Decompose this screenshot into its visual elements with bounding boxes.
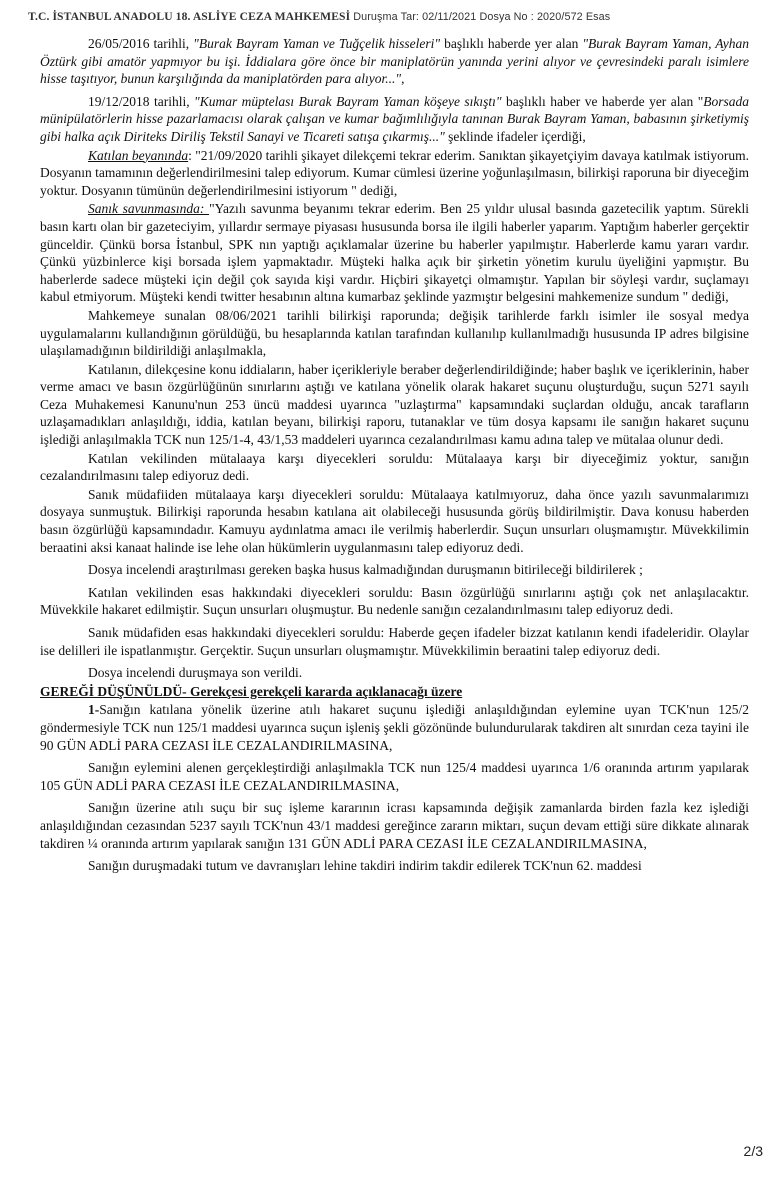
- paragraph-verdict-2: Sanığın eylemini alenen gerçekleştirdiği anlaşılmakla TCK nun 125/4 maddesi uyarınca 1/6 oranında artırım yapılarak 105 GÜN ADLİ PARA CEZASI İLE CEZALANDIRILMASINA,: [40, 760, 749, 793]
- court-name: T.C. İSTANBUL ANADOLU 18. ASLİYE CEZA MAHKEMESİ: [28, 10, 351, 23]
- document-header: [28, 10, 755, 23]
- paragraph-file-reviewed: Dosya incelendi araştırılması gereken başka husus kalmadığından duruşmanın bitirileceği bildirilerek ;: [88, 562, 643, 578]
- paragraph-expert-report: Mahkemeye sunalan 08/06/2021 tarihli bilirkişi raporunda; değişik tarihlerde farklı isimler ile sosyal medya uygulamalarını kullandığının görüldüğü, bu hesaplarında katılan tarafından kullanılıp kullanılmadığı hususunda IP adres bilgisine ulaşılamadığının bildirildiği anlaşılmakla,: [40, 307, 749, 359]
- hearing-info: Duruşma Tar: 02/11/2021 Dosya No : 2020/572 Esas: [353, 11, 611, 23]
- paragraph-defense-counsel-reply: Sanık müdafiiden mütalaaya karşı diyecekleri soruldu: Mütalaaya katılmıyoruz, daha önce yazılı savunmalarımızı dosyaya sunmuştuk. Bilirkişi raporunda hesabın katılana ait olabileceği hususunda görüş bildirilmiştir. Dava konusu haberden basın özgürlüğü kapsamındadır. Kamuyu aydınlatma amacı ile verilmiş haberlerdir. Suçun unsurları oluşmamıştır. Müvekkilimin beraatini aksi kanaat halinde ise lehe olan hükümlerin uygulanmasını talep ediyoruz dedi.: [40, 486, 749, 555]
- paragraph-complainant-statement: Katılan beyanında: "21/09/2020 tarihli şikayet dilekçemi tekrar ederim. Sanıktan şikayetçiyim davaya katılmak istiyorum. Dosyanın tamamının değerlendirilmesini talep ediyorum. Kumar cümlesi üzerine yoğunlaşılmasın, bilirkişi raporuna bir diyeceğim yoktur. Dosyanın tümünün değerlendirilmesini istiyorum " dediği,: [40, 147, 749, 198]
- page-number: 2/3: [743, 1143, 763, 1159]
- paragraph-verdict-4: Sanığın duruşmadaki tutum ve davranışları lehine takdiri indirim takdir edilerek TCK'nun 62. maddesi: [88, 858, 642, 874]
- paragraph-defense-merits: Sanık müdafiden esas hakkındaki diyecekleri soruldu: Haberde geçen ifadeler bizzat katılanın kendi ifadeleridir. Olaylar ise delilleri ile ispatlanmıştır. Gerçektir. Suçun unsurları oluşmamıştır. Müvekkilimin beraatini talep ediyoruz dedi.: [40, 625, 749, 658]
- complainant-label: Katılan beyanında: [88, 147, 189, 163]
- paragraph-complainant-counsel-reply: Katılan vekilinden mütalaaya karşı diyecekleri soruldu: Mütalaaya karşı bir diyeceğimiz yoktur, sanığın cezalandırılmasını talep ediyoruz dedi.: [40, 450, 749, 484]
- verdict-heading: GEREĞİ DÜŞÜNÜLDÜ- Gerekçesi gerekçeli kararda açıklanacağı üzere: [40, 683, 463, 699]
- paragraph-prosecutor-opinion: Katılanın, dilekçesine konu iddiaların, haber içerikleriyle beraber değerlendirildiğinde; haber başlık ve içeriklerinin, haber verme amacı ve basın özgürlüğünün sınırlarını aştığı ve katılana yönelik olarak hakaret suçunu oluşturduğu, suçun 5271 sayılı Ceza Muhakemesi Kanunu'nun 253 üncü maddesi uyarınca "uzlaştırma" kapsamındaki suçlardan olduğu, ancak tarafların uzlaşamadıkları anlaşıldığı, iddia, katılan beyanı, bilirkişi raporu, tutanaklar ve tüm dosya kapsamı ile sanığın hakaret suçunu işlediği anlaşılmakla TCK nun 125/1-4, 43/1,53 maddeleri uyarınca cezalandırılması kamu adına talep ve mütalaa olunur dedi.: [40, 361, 749, 448]
- document-body: [40, 35, 749, 875]
- paragraph-complainant-merits: Katılan vekilinden esas hakkındaki diyecekleri soruldu: Basın özgürlüğü sınırlarını aştığı çok net anlaşılacaktır. Müvekkile hakaret edilmiştir. Suçun unsurları oluşmuştur. Bu nedenle sanığın cezalandırılmasını talep ediyoruz dedi.: [40, 584, 749, 618]
- paragraph-verdict-3: Sanığın üzerine atılı suçu bir suç işleme kararının icrası kapsamında değişik zamanlarda birden fazla kez işlediği anlaşıldığından cezasından 5237 sayılı TCK'nun 43/1 maddesi gereğince zararın miktarı, suçun devam ettiği süre dikkate alınarak takdiren ¼ oranında artırım yapılarak sanığın 131 GÜN ADLİ PARA CEZASI İLE CEZALANDIRILMASINA,: [40, 800, 749, 851]
- paragraph-news-2016: 26/05/2016 tarihli, "Burak Bayram Yaman ve Tuğçelik hisseleri" başlıklı haberde yer alan "Burak Bayram Yaman, Ayhan Öztürk gibi amatör yapmıyor bu işi. İddialara göre önce bir maniplatörün yanında yerini alıyor ve çevresindeki paralı isimlere hisse taşıtıyor, bunun karşılığında da maniplatörden para alıyor...",: [40, 36, 749, 87]
- defense-label: Sanık savunmasında:: [88, 201, 210, 217]
- paragraph-hearing-closed: Dosya incelendi duruşmaya son verildi.: [88, 665, 303, 681]
- paragraph-news-2018: 19/12/2018 tarihli, "Kumar müptelası Burak Bayram Yaman köşeye sıkıştı" başlıklı haber ve haberde yer alan "Borsada münipülatörlerin hisse pazarlamacısı olarak çalışan ve kumar bağımlılığıyla tanınan Burak Bayram Yaman, babasının şirketiymiş gibi halka açık Diriteks Diriliş Tekstil Sanayi ve Ticareti satışa çıkarmış..." şeklinde ifadeler içerdiği,: [40, 93, 749, 144]
- paragraph-defendant-defense: Sanık savunmasında: "Yazılı savunma beyanımı tekrar ederim. Ben 25 yıldır ulusal basında gazetecilik yaptım. Sürekli basın kartı olan bir gazeteciyim, yıllardır sermaye piyasası hususunda borsa ile ilgili haberler yaparım. Yaptığım haberler gerçektir günceldir. Çünkü borsa İstanbul, SPK nın yaptığı açıklamalar üzerine bu haberler yapılmıştır. Haberlerde kamu yararı vardır. Çünkü yüzbinlerce kişi borsada işlem yapmaktadır. Müşteki halka açık bir şirketin yönetim kurulu üyeliğini yapmıştır. Bu haberlerde sadece müşteki için değil çok sayıda kişi vardır. Hiçbiri şikayetçi olmamıştır. Yapılan bir söyleşi vardır, suçlamayı kabul etmiyorum. Müşteki kendi twitter hesabının altına kumarbaz şeklinde yazmıştır belgesini mahkemenize sundum " dediği,: [40, 201, 749, 305]
- verdict-item-number: 1-: [88, 702, 100, 718]
- paragraph-verdict-1: 1-Sanığın katılana yönelik üzerine atılı hakaret suçunu işlediği anlaşıldığından eylemine uyan TCK'nun 125/2 göndermesiyle TCK nun 125/1 maddesi uyarınca suçun işleniş şekli gözönünde bulundurularak takdiren alt sınırdan ceza tayini ile 90 GÜN ADLİ PARA CEZASI İLE CEZALANDIRILMASINA,: [40, 702, 749, 753]
